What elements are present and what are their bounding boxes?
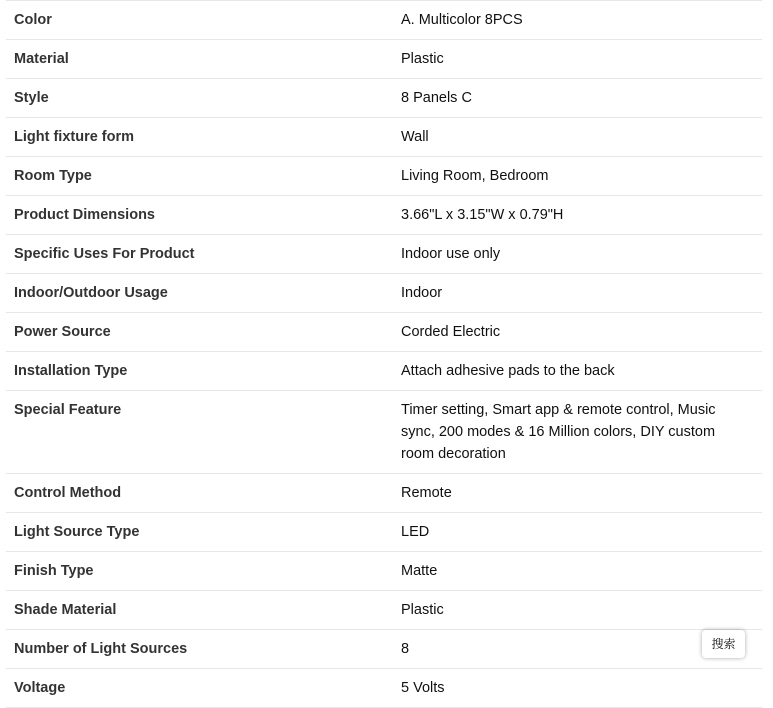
spec-label-special-feature: Special Feature [6,391,393,474]
table-row [6,196,762,235]
spec-label-style: Style [6,79,393,118]
spec-value-finish-type: Matte [401,563,438,579]
table-row [6,1,762,40]
spec-value-specific-uses: Indoor use only [401,246,501,262]
table-row [6,118,762,157]
spec-label-light-fixture-form: Light fixture form [6,118,393,157]
table-row [6,669,762,708]
table-row [6,313,762,352]
spec-value-number-of-light-sources: 8 [401,641,410,657]
spec-label-room-type: Room Type [6,157,393,196]
product-specifications-table [6,0,762,708]
table-row [6,591,762,630]
search-button[interactable]: 搜索 [702,630,745,658]
table-row [6,391,762,474]
table-row [6,235,762,274]
spec-value-material: Plastic [401,51,444,67]
spec-label-voltage: Voltage [6,669,393,708]
spec-label-product-dimensions: Product Dimensions [6,196,393,235]
spec-value-style: 8 Panels C [401,90,472,106]
spec-value-shade-material: Plastic [401,602,444,618]
table-row [6,40,762,79]
spec-value-light-fixture-form: Wall [401,129,429,145]
spec-value-indoor-outdoor-usage: Indoor [401,285,443,301]
table-row [6,630,762,669]
spec-label-shade-material: Shade Material [6,591,393,630]
spec-label-power-source: Power Source [6,313,393,352]
spec-value-light-source-type: LED [401,524,430,540]
spec-value-control-method: Remote [401,485,452,501]
spec-value-color: A. Multicolor 8PCS [401,12,523,28]
spec-label-finish-type: Finish Type [6,552,393,591]
table-row [6,274,762,313]
spec-label-material: Material [6,40,393,79]
table-row [6,157,762,196]
spec-label-indoor-outdoor-usage: Indoor/Outdoor Usage [6,274,393,313]
table-row [6,474,762,513]
table-row [6,352,762,391]
spec-label-specific-uses: Specific Uses For Product [6,235,393,274]
spec-label-color: Color [6,1,393,40]
spec-value-installation-type: Attach adhesive pads to the back [401,363,615,379]
spec-label-number-of-light-sources: Number of Light Sources [6,630,393,669]
spec-label-control-method: Control Method [6,474,393,513]
spec-value-room-type: Living Room, Bedroom [401,168,549,184]
spec-label-installation-type: Installation Type [6,352,393,391]
table-row [6,552,762,591]
table-row [6,79,762,118]
spec-value-voltage: 5 Volts [401,680,445,696]
spec-value-power-source: Corded Electric [401,324,501,340]
table-row [6,513,762,552]
spec-value-special-feature: Timer setting, Smart app & remote control, Music sync, 200 modes & 16 Million colors, DIY custom room decoration [401,402,716,462]
spec-table-body [6,1,762,708]
spec-value-product-dimensions: 3.66"L x 3.15"W x 0.79"H [401,207,564,223]
spec-label-light-source-type: Light Source Type [6,513,393,552]
